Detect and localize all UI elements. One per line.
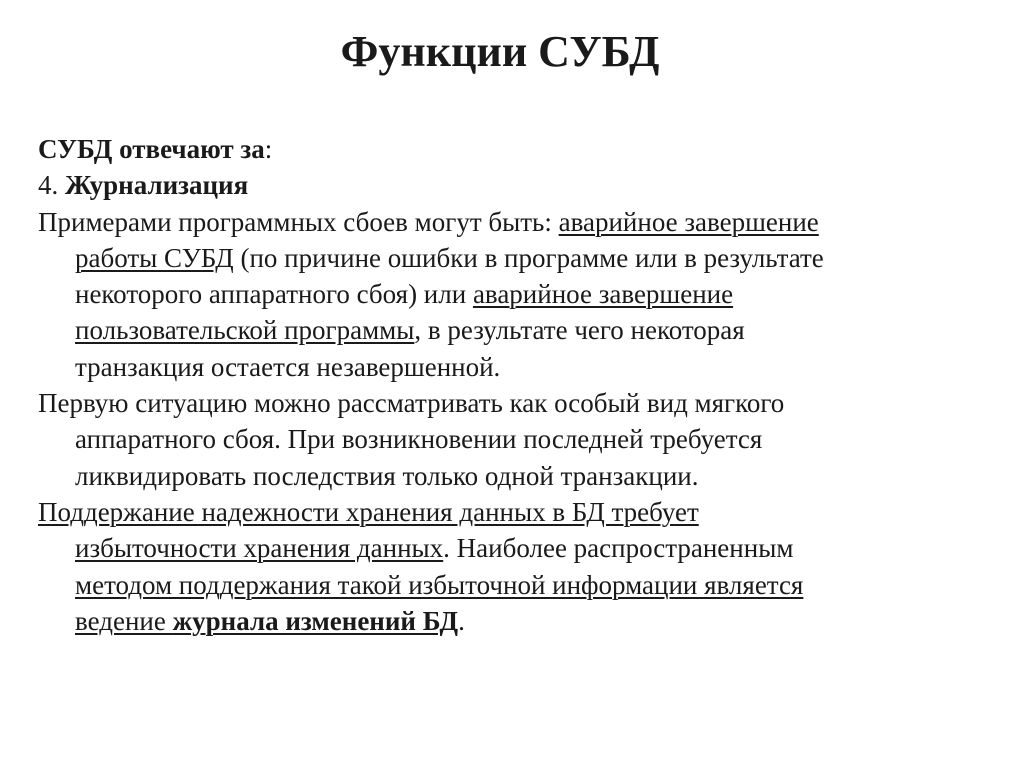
- item-heading: [38, 167, 988, 203]
- para1-underlined-text: работы СУБД: [75, 242, 234, 273]
- para2-text: аппаратного сбоя. При возникновении последней требуется: [75, 424, 763, 455]
- para3-line3: [38, 567, 988, 603]
- para2-line3: [38, 458, 988, 494]
- item-number: 4.: [38, 170, 65, 201]
- para1-underlined-text: пользовательской программы: [75, 315, 415, 346]
- para2-text: ликвидировать последствия только одной транзакции.: [75, 460, 699, 491]
- para1-text: , в результате чего некоторая: [414, 315, 745, 346]
- journal-term: журнала изменений БД: [172, 605, 459, 636]
- para3-underlined-text: ведение: [75, 605, 173, 636]
- para1-text: некоторого аппаратного сбоя) или: [75, 279, 473, 310]
- item-label: Журнализация: [65, 170, 249, 201]
- para1-text: Примерами программных сбоев могут быть:: [38, 206, 559, 237]
- para1-text: транзакция остается незавершенной.: [75, 351, 501, 382]
- para1-text: (по причине ошибки в программе или в результате: [233, 242, 824, 273]
- para2-line1: [38, 385, 988, 421]
- intro-line: [38, 131, 988, 167]
- para3-underlined-text: избыточности хранения данных: [75, 533, 444, 564]
- para1-underlined-text: аварийное завершение: [472, 279, 734, 310]
- para3-line1: [38, 494, 988, 530]
- intro-colon: :: [264, 134, 273, 164]
- page-title: Функции СУБД: [340, 27, 660, 76]
- para3-line2: [38, 530, 988, 566]
- para2-text: Первую ситуацию можно рассматривать как особый вид мягкого: [38, 388, 785, 419]
- para2-line2: [38, 421, 988, 457]
- para3-line4: [38, 603, 988, 639]
- para1-line1: [38, 204, 988, 240]
- intro-bold: СУБД отвечают за: [38, 134, 265, 164]
- para3-underlined-text: Поддержание надежности хранения данных в БД требует: [38, 496, 699, 527]
- para3-text: . Наиболее распространенным: [443, 533, 794, 564]
- para1-line2: [38, 240, 988, 276]
- para1-line4: [38, 312, 988, 348]
- para3-text: .: [458, 605, 465, 636]
- para1-underlined-text: аварийное завершение: [558, 206, 819, 237]
- para1-line3: [38, 276, 988, 312]
- para1-line5: [38, 349, 988, 385]
- para3-underlined-text: методом поддержания такой избыточной информации является: [75, 569, 804, 600]
- slide-body: [38, 131, 988, 639]
